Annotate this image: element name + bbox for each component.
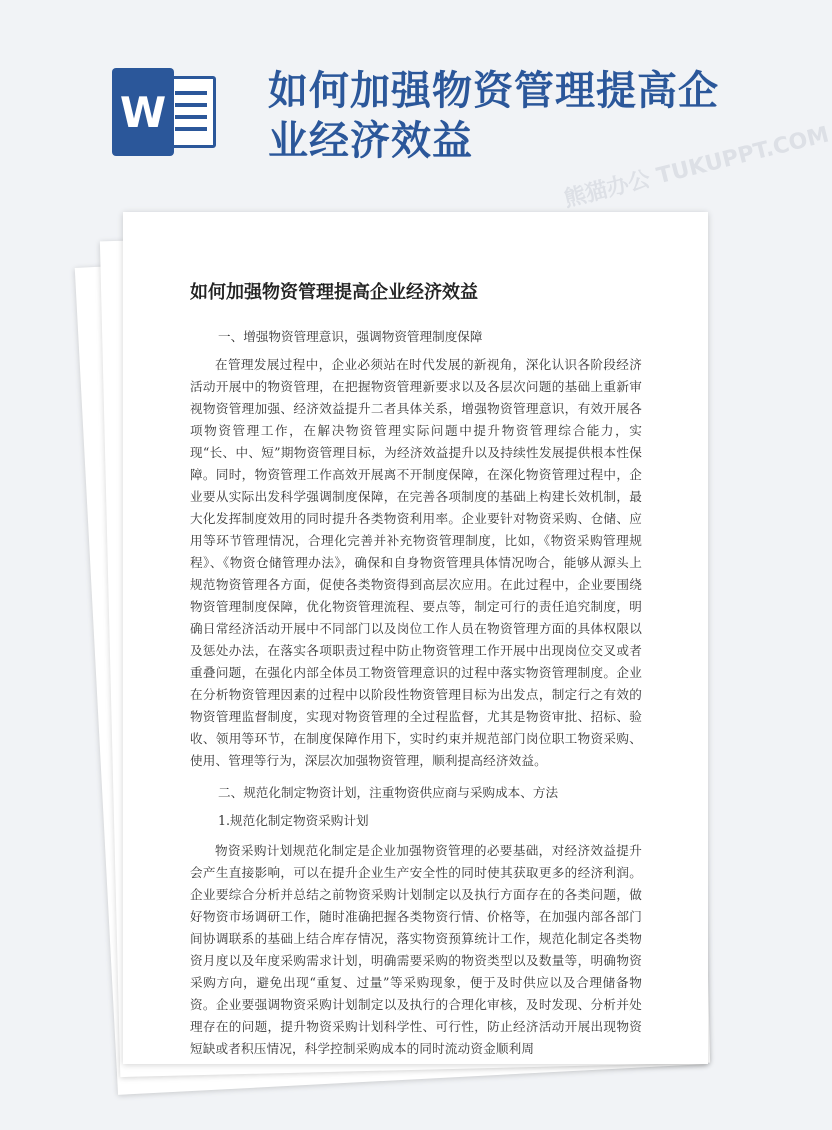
watermark: 熊猫办公 TUKUPPT.COM [561, 122, 832, 213]
word-logo-letter: W [112, 68, 174, 156]
document-body [190, 280, 642, 1060]
section-heading: 二、规范化制定物资计划，注重物资供应商与采购成本、方法 [218, 785, 559, 800]
paragraph: 物资采购计划规范化制定是企业加强物资管理的必要基础，对经济效益提升会产生直接影响，可以在提升企业生产安全性的同时使其获取更多的经济利润。企业要综合分析并总结之前物资采购计划制定以及执行方面存在的各类问题，做好物资市场调研工作，随时准确把握各类物资行情、价格等，在加强内部各部门间协调联系的基础上结合库存情况，落实物资预算统计工作，规范化制定各类物资月度以及年度采购需求计划，明确需要采购的物资类型以及数量等，明确物资采购方向，避免出现“重复、过量”等采购现象，便于及时供应以及合理储备物资。企业要强调物资采购计划制定以及执行的合理化审核，及时发现、分析并处理存在的问题，提升物资采购计划科学性、可行性，防止经济活动开展出现物资短缺或者积压情况，科学控制采购成本的同时流动资金顺利周 [190, 843, 642, 1056]
document-title: 如何加强物资管理提高企业经济效益 [190, 282, 478, 303]
subsection-heading: 1.规范化制定物资采购计划 [218, 813, 369, 828]
banner-title: 如何加强物资管理提高企业经济效益 [268, 67, 719, 164]
section-heading: 一、增强物资管理意识，强调物资管理制度保障 [218, 329, 483, 344]
word-document-icon [112, 68, 218, 156]
paragraph: 在管理发展过程中，企业必须站在时代发展的新视角，深化认识各阶段经济活动开展中的物资管理，在把握物资管理新要求以及各层次问题的基础上重新审视物资管理加强、经济效益提升二者具体关系，增强物资管理意识，有效开展各项物资管理工作，在解决物资管理实际问题中提升物资管理综合能力，实现“长、中、短”期物资管理目标，为经济效益提升以及持续性发展提供根本性保障。同时，物资管理工作高效开展离不开制度保障，在深化物资管理过程中，企业要从实际出发科学强调制度保障，在完善各项制度的基础上构建长效机制，最大化发挥制度效用的同时提升各类物资利用率。企业要针对物资采购、仓储、应用等环节管理情况，合理化完善并补充物资管理制度，比如，《物资采购管理规程》、《物资仓储管理办法》，确保和自身物资管理具体情况吻合，能够从源头上规范物资管理各方面，促使各类物资得到高层次应用。在此过程中，企业要围绕物资管理制度保障，优化物资管理流程、要点等，制定可行的责任追究制度，明确日常经济活动开展中不同部门以及岗位工作人员在物资管理方面的具体权限以及惩处办法，在落实各项职责过程中防止物资管理工作开展中出现岗位交叉或者重叠问题，在强化内部全体员工物资管理意识的过程中落实物资管理制度。企业在分析物资管理因素的过程中以阶段性物资管理目标为出发点，制定行之有效的物资管理监督制度，实现对物资管理的全过程监督，尤其是物资审批、招标、验收、领用等环节，在制度保障作用下，实时约束并规范部门岗位职工物资采购、使用、管理等行为，深层次加强物资管理，顺利提高经济效益。 [190, 357, 642, 768]
